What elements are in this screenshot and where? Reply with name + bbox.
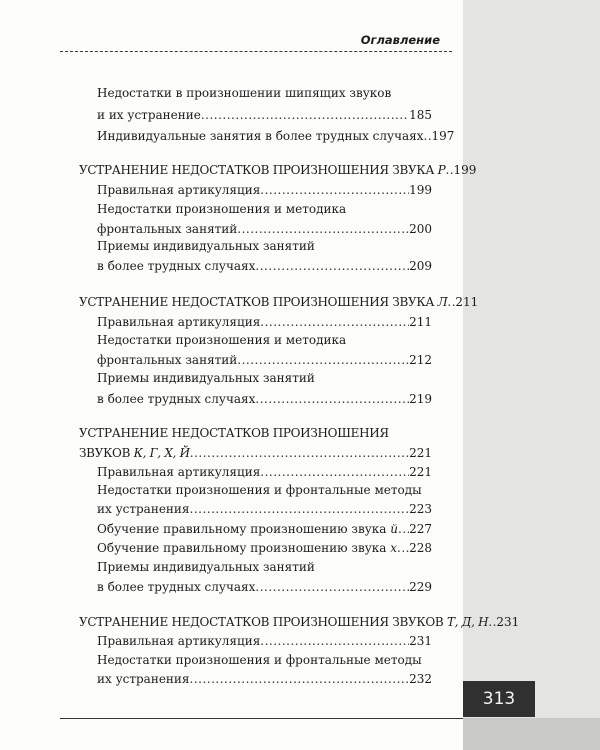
toc-entry-text: Недостатки в произношении шипящих звуков: [97, 86, 392, 100]
toc-entry-text: в более трудных случаях: [97, 392, 256, 406]
toc-entry-text: Недостатки произношения и методика: [97, 202, 347, 216]
toc-page-number: 228: [409, 541, 432, 555]
toc-entry-text: Обучение правильному произношению звука: [97, 522, 391, 536]
leader-dots: [237, 351, 409, 369]
toc-page-number: 219: [409, 392, 432, 406]
leader-dots: [398, 520, 409, 538]
leader-dots: [190, 670, 410, 688]
leader-dots: [488, 613, 496, 631]
leader-dots: [447, 293, 455, 311]
toc-entry: [97, 539, 432, 557]
toc-page-number: 223: [409, 502, 432, 516]
leader-dots: [260, 313, 409, 331]
toc-entry-text: и их устранение: [97, 108, 201, 122]
toc-page-number: 211: [409, 315, 432, 329]
leader-dots: [424, 127, 432, 145]
toc-section-text: ЗВУКОВ: [79, 446, 134, 460]
toc-section-heading: УСТРАНЕНИЕ НЕДОСТАТКОВ ПРОИЗНОШЕНИЯ: [79, 426, 389, 440]
toc-entry: [97, 351, 432, 369]
page-number: 313: [463, 681, 535, 717]
toc-entry-text: Недостатки произношения и фронтальные методы: [97, 653, 422, 667]
toc-section-text: УСТРАНЕНИЕ НЕДОСТАТКОВ ПРОИЗНОШЕНИЯ ЗВУКОВ: [79, 615, 447, 629]
toc-entry: [97, 181, 432, 199]
toc-section-text: УСТРАНЕНИЕ НЕДОСТАТКОВ ПРОИЗНОШЕНИЯ ЗВУКА: [79, 163, 438, 177]
toc-entry: [97, 127, 455, 145]
toc-entry: [97, 313, 432, 331]
toc-section-heading: [79, 293, 479, 311]
toc-entry: [97, 463, 432, 481]
toc-section-sound: Р: [437, 163, 446, 177]
toc-entry-text: Приемы индивидуальных занятий: [97, 371, 315, 385]
toc-entry-text: в более трудных случаях: [97, 259, 256, 273]
toc-page-number: 227: [409, 522, 432, 536]
toc-entry-text: Правильная артикуляция: [97, 465, 261, 479]
toc-entry-text: Индивидуальные занятия в более трудных случаях: [97, 129, 424, 143]
toc-page-number: 231: [409, 634, 432, 648]
leader-dots: [255, 257, 409, 275]
toc-section-heading: [79, 444, 432, 462]
toc-section-sound: Л: [437, 295, 448, 309]
toc-page-number: 231: [496, 615, 520, 629]
toc-section-heading: [79, 161, 477, 179]
toc-entry-text: Обучение правильному произношению звука: [97, 541, 391, 555]
leader-dots: [260, 181, 409, 199]
toc-entry: [97, 220, 432, 238]
toc-entry-text: Приемы индивидуальных занятий: [97, 560, 315, 574]
toc-section-sound: К, Г, Х, Й: [133, 446, 190, 460]
toc-entry: [97, 257, 432, 275]
leader-dots: [260, 632, 409, 650]
toc-entry: [97, 670, 432, 688]
toc-page-number: 197: [431, 129, 455, 143]
toc-entry: [97, 106, 432, 124]
toc-page-number: 199: [453, 163, 477, 177]
leader-dots: [255, 578, 409, 596]
toc-entry-text: их устранения: [97, 672, 190, 686]
leader-dots: [190, 500, 410, 518]
toc-page-number: 185: [409, 108, 432, 122]
toc-entry-text: фронтальных занятий: [97, 353, 238, 367]
toc-entry-sound: х: [390, 541, 398, 555]
toc-page-number: 199: [409, 183, 432, 197]
leader-dots: [237, 220, 409, 238]
toc-entry-text: их устранения: [97, 502, 190, 516]
toc-page-number: 212: [409, 353, 432, 367]
toc-entry-text: в более трудных случаях: [97, 580, 256, 594]
toc-entry-text: Недостатки произношения и методика: [97, 333, 347, 347]
leader-dots: [445, 161, 453, 179]
toc-entry: [97, 500, 432, 518]
toc-page-number: 200: [409, 222, 432, 236]
toc-entry-text: Правильная артикуляция: [97, 315, 261, 329]
toc-entry-text: фронтальных занятий: [97, 222, 238, 236]
toc-entry-sound: й: [390, 522, 398, 536]
toc-entry-text: Правильная артикуляция: [97, 634, 261, 648]
toc-section-text: УСТРАНЕНИЕ НЕДОСТАТКОВ ПРОИЗНОШЕНИЯ ЗВУКА: [79, 295, 438, 309]
toc-section-sound: Т, Д, Н: [446, 615, 489, 629]
toc-entry-text: Правильная артикуляция: [97, 183, 261, 197]
toc-page-number: 211: [455, 295, 479, 309]
toc-page-number: 221: [409, 465, 432, 479]
toc-entry: [97, 578, 432, 596]
leader-dots: [255, 390, 409, 408]
toc-entry-text: Недостатки произношения и фронтальные методы: [97, 483, 422, 497]
toc-section-heading: [79, 613, 520, 631]
toc-page-number: 229: [409, 580, 432, 594]
toc-page-number: 232: [409, 672, 432, 686]
toc-entry-text: Приемы индивидуальных занятий: [97, 239, 315, 253]
leader-dots: [190, 444, 409, 462]
toc-entry: [97, 520, 432, 538]
leader-dots: [201, 106, 409, 124]
toc-page-number: 209: [409, 259, 432, 273]
leader-dots: [397, 539, 409, 557]
running-header: Оглавление: [360, 33, 440, 47]
leader-dots: [260, 463, 409, 481]
toc-entry: [97, 390, 432, 408]
toc-entry: [97, 632, 432, 650]
toc-page-number: 221: [409, 446, 432, 460]
